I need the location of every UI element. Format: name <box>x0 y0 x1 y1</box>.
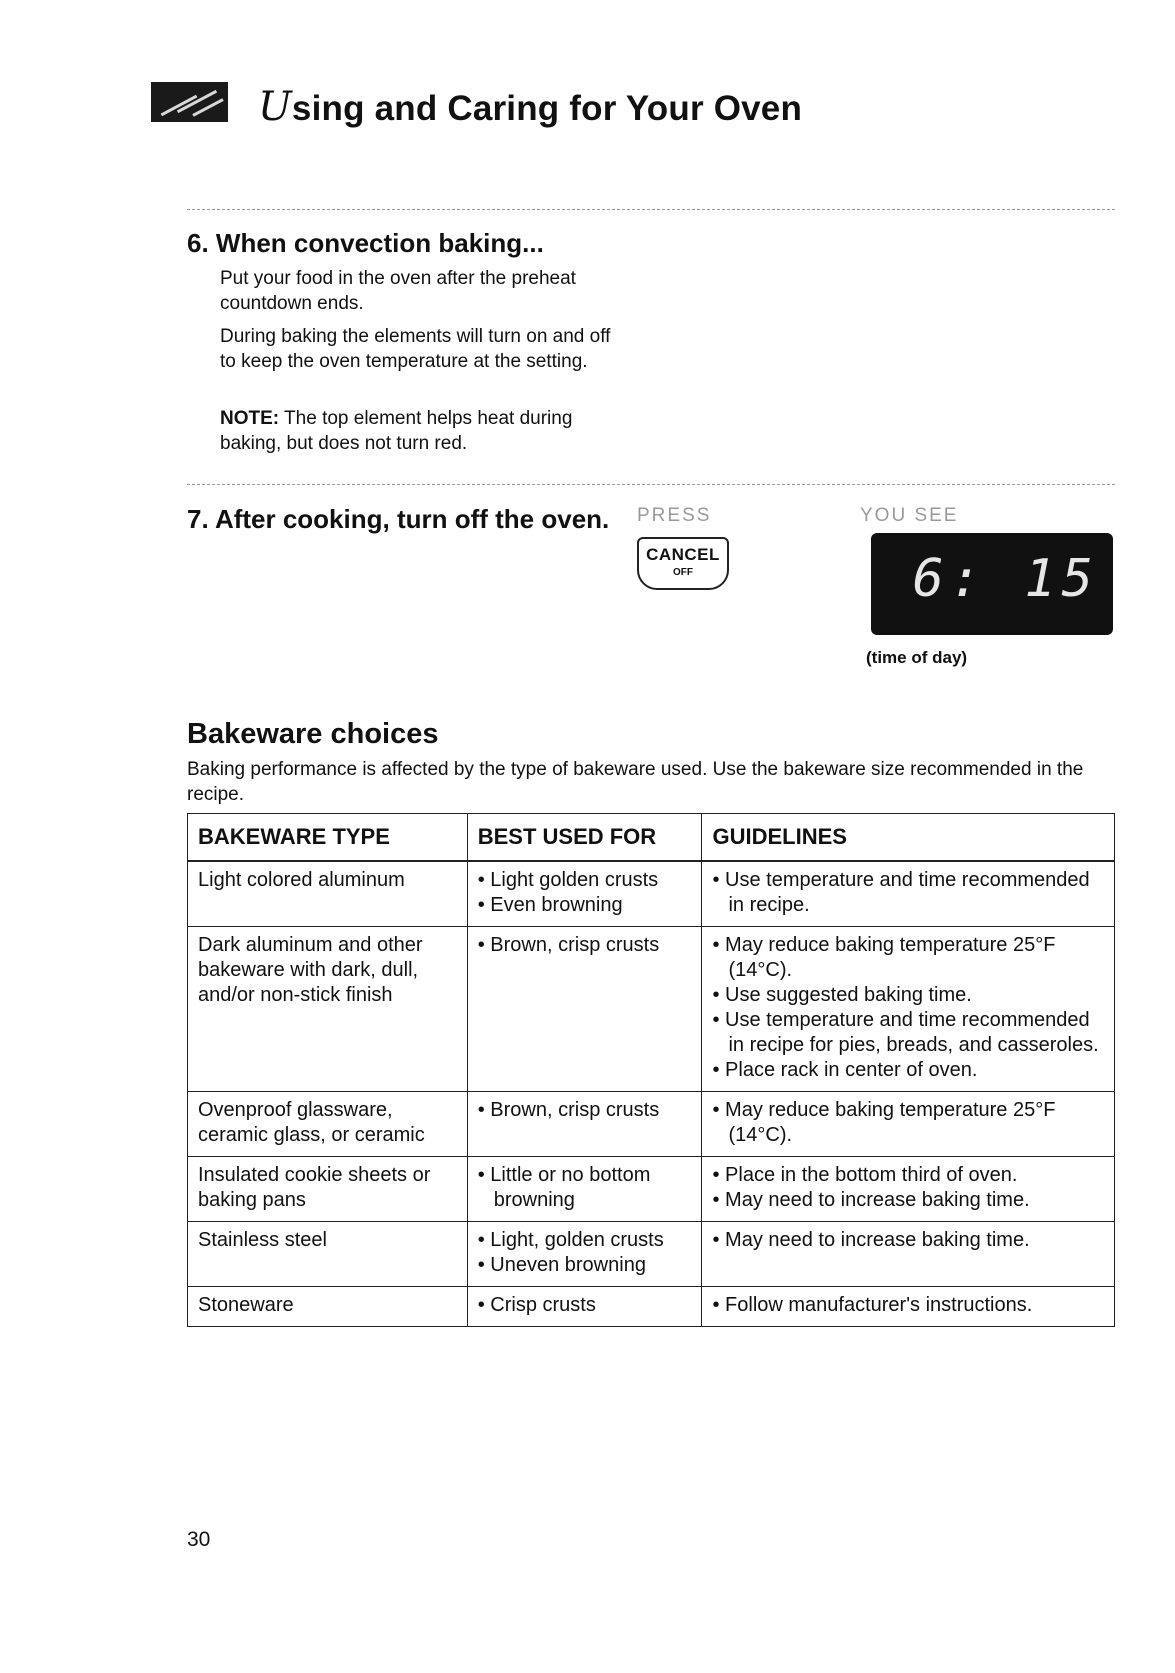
bullet-list <box>712 868 1104 918</box>
table-row <box>188 1157 1115 1222</box>
note-text: The top element helps heat during baking, but does not turn red. <box>220 408 573 454</box>
guidelines-cell <box>702 1222 1115 1287</box>
page-title: Using and Caring for Your Oven <box>258 84 803 130</box>
off-button-label: OFF <box>673 567 693 578</box>
oven-logo-icon <box>151 82 228 122</box>
bullet-item: • Place in the bottom third of oven. <box>712 1163 1104 1188</box>
bullet-item: • Place rack in center of oven. <box>712 1058 1104 1083</box>
divider <box>187 484 1115 485</box>
bullet-item: • May reduce baking temperature 25°F (14°C). <box>712 933 1104 983</box>
bakeware-type-cell: Stainless steel <box>188 1222 468 1287</box>
bullet-item: • Crisp crusts <box>478 1293 692 1318</box>
bakeware-intro: Baking performance is affected by the type of bakeware used. Use the bakeware size recommended in the recipe. <box>187 759 1084 805</box>
bakeware-type-cell: Insulated cookie sheets or baking pans <box>188 1157 468 1222</box>
step-7-title: 7. After cooking, turn off the oven. <box>187 504 610 534</box>
bullet-list <box>478 1098 692 1123</box>
cancel-off-button[interactable] <box>637 537 729 590</box>
cancel-button-label: CANCEL <box>646 545 720 564</box>
best-used-for-cell <box>467 1157 702 1222</box>
page-number: 30 <box>187 1528 211 1551</box>
column-header-guidelines: GUIDELINES <box>702 814 1115 862</box>
column-header-best-used-for: BEST USED FOR <box>467 814 702 862</box>
bullet-list <box>478 1293 692 1318</box>
bullet-list <box>712 933 1104 1083</box>
oven-display <box>871 533 1113 635</box>
bullet-list <box>478 1228 692 1278</box>
divider <box>187 209 1115 210</box>
bullet-item: • Use temperature and time recommended in recipe. <box>712 868 1104 918</box>
best-used-for-cell <box>467 861 702 927</box>
column-header-bakeware-type: BAKEWARE TYPE <box>188 814 468 862</box>
bakeware-type-cell: Ovenproof glassware, ceramic glass, or ceramic <box>188 1092 468 1157</box>
bullet-item: • Use temperature and time recommended in recipe for pies, breads, and casseroles. <box>712 1008 1104 1058</box>
bullet-item: • Even browning <box>478 893 692 918</box>
bullet-list <box>712 1228 1104 1253</box>
bullet-item: • May need to increase baking time. <box>712 1228 1104 1253</box>
bullet-item: • Brown, crisp crusts <box>478 1098 692 1123</box>
bullet-item: • May reduce baking temperature 25°F (14°C). <box>712 1098 1104 1148</box>
bakeware-title: Bakeware choices <box>187 718 439 750</box>
guidelines-cell <box>702 1092 1115 1157</box>
display-caption: (time of day) <box>866 648 968 667</box>
bullet-item: • Light golden crusts <box>478 868 692 893</box>
bullet-list <box>478 868 692 918</box>
best-used-for-cell <box>467 1287 702 1327</box>
bullet-list <box>712 1098 1104 1148</box>
bakeware-type-cell: Light colored aluminum <box>188 861 468 927</box>
bullet-item: • Use suggested baking time. <box>712 983 1104 1008</box>
bullet-item: • Uneven browning <box>478 1253 692 1278</box>
you-see-label: YOU SEE <box>860 505 959 526</box>
bullet-list <box>712 1293 1104 1318</box>
step-6-note <box>220 406 620 456</box>
table-row <box>188 861 1115 927</box>
note-label: NOTE: <box>220 408 280 429</box>
bakeware-type-cell: Stoneware <box>188 1287 468 1327</box>
step-6-title: 6. When convection baking... <box>187 228 544 258</box>
table-header-row <box>188 814 1115 862</box>
table-row <box>188 927 1115 1092</box>
guidelines-cell <box>702 861 1115 927</box>
table-row <box>188 1222 1115 1287</box>
step-6-paragraph-1: Put your food in the oven after the preheat countdown ends. <box>220 268 576 314</box>
guidelines-cell <box>702 1157 1115 1222</box>
bullet-list <box>712 1163 1104 1213</box>
bullet-item: • Little or no bottom browning <box>478 1163 692 1213</box>
table-row <box>188 1287 1115 1327</box>
bullet-item: • Follow manufacturer's instructions. <box>712 1293 1104 1318</box>
bakeware-table <box>187 813 1115 1327</box>
table-row <box>188 1092 1115 1157</box>
display-time: 6: 15 <box>912 549 1099 609</box>
best-used-for-cell <box>467 1092 702 1157</box>
bullet-item: • Brown, crisp crusts <box>478 933 692 958</box>
guidelines-cell <box>702 1287 1115 1327</box>
press-label: PRESS <box>637 505 712 526</box>
best-used-for-cell <box>467 927 702 1092</box>
bullet-item: • Light, golden crusts <box>478 1228 692 1253</box>
best-used-for-cell <box>467 1222 702 1287</box>
bakeware-type-cell: Dark aluminum and other bakeware with dark, dull, and/or non-stick finish <box>188 927 468 1092</box>
bullet-list <box>478 1163 692 1213</box>
guidelines-cell <box>702 927 1115 1092</box>
bullet-list <box>478 933 692 958</box>
step-6-paragraph-2: During baking the elements will turn on and off to keep the oven temperature at the setting. <box>220 326 611 372</box>
bullet-item: • May need to increase baking time. <box>712 1188 1104 1213</box>
